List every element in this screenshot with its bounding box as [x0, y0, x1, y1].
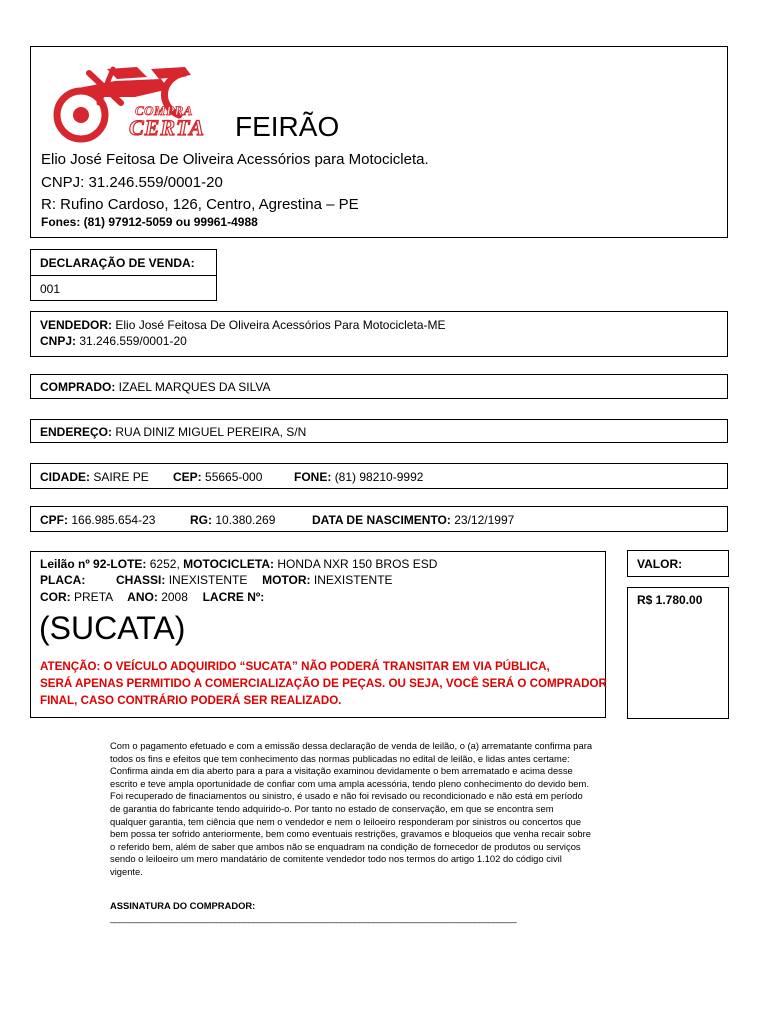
buyer-line — [40, 379, 271, 395]
valor-label-box — [627, 550, 729, 577]
warning-line-3: FINAL, CASO CONTRÁRIO PODERÁ SER REALIZADO. — [40, 694, 342, 707]
terms-line: o referido bem, além de saber que ambos não se enquadram na condição de fornecedor de produtos ou serviços — [110, 840, 581, 852]
cpf-field — [40, 512, 155, 528]
rg-field — [190, 512, 275, 528]
cpf-label: CPF: — [40, 513, 68, 527]
city-value: SAIRE PE — [93, 470, 149, 484]
address-value: RUA DINIZ MIGUEL PEREIRA, S/N — [115, 425, 307, 439]
terms-line: Foi recuperado de finaciamentos ou sinistro, é usado e não foi revisado ou recondicionado e não está em período — [110, 790, 583, 802]
signature-label: ASSINATURA DO COMPRADOR: — [110, 900, 256, 911]
terms-line: sendo o leiloeiro um mero mandatário de comitente vendedor todo nos termos do artigo 1.102 do código civil — [110, 853, 562, 865]
cor-label: COR: — [40, 590, 71, 604]
cep-field — [173, 469, 262, 485]
valor-amount-box — [627, 587, 729, 719]
vendor-cnpj-label: CNPJ: — [40, 334, 77, 348]
terms-line: Confirma ainda em dia aberto para a para a visitação examinou devidamente o bem arrematado e acima desse — [110, 765, 573, 777]
buyer-label: COMPRADO: — [40, 380, 116, 394]
terms-line: todos os fins e efeitos que tem conhecimento das normas publicadas no edital de leilão, e lidas antes certame: — [110, 752, 570, 764]
lacre-label: LACRE Nº: — [202, 590, 265, 604]
signature-line[interactable]: ________________________________________________________________________________________ — [110, 912, 517, 923]
company-cnpj: CNPJ: 31.246.559/0001-20 — [41, 174, 223, 191]
terms-line: de garantia do fabricante tendo adquirido-o. Por tanto no estado de conservação, em que se encontra sem — [110, 802, 554, 814]
declaration-label-box — [30, 249, 217, 276]
sucata-heading: (SUCATA) — [39, 610, 186, 646]
cpf-value: 166.985.654-23 — [71, 513, 156, 527]
city-label: CIDADE: — [40, 470, 90, 484]
terms-line: escrito e teve ampla oportunidade de confiar com uma ampla acessória, tendo pleno conhecimento do devido bem. — [110, 777, 589, 789]
vendor-line — [40, 317, 445, 333]
motor-value: INEXISTENTE — [313, 573, 393, 587]
logo-text-top: COMPRA — [135, 103, 193, 118]
rg-label: RG: — [190, 513, 212, 527]
address-line — [40, 424, 306, 440]
cep-label: CEP: — [173, 470, 202, 484]
compra-certa-logo — [51, 63, 219, 145]
phone-label: FONE: — [294, 470, 332, 484]
terms-line: qualquer garantia, tem ciência que nem o vendedor e nem o leiloeiro responderam por sinistros ou concertos que — [110, 815, 582, 827]
rg-value: 10.380.269 — [215, 513, 276, 527]
buyer-box — [30, 374, 728, 399]
vehicle-line-1 — [40, 556, 437, 572]
vendor-box — [30, 311, 728, 357]
vendor-cnpj-line — [40, 333, 187, 349]
lot-label: Leilão nº 92-LOTE: — [40, 557, 147, 571]
warning-line-1: ATENÇÃO: O VEÍCULO ADQUIRIDO “SUCATA” NÃO PODERÁ TRANSITAR EM VIA PÚBLICA, — [40, 660, 550, 673]
terms-line: vigente. — [110, 865, 143, 877]
page-title: FEIRÃO — [235, 111, 340, 142]
lot-value: 6252, — [149, 557, 180, 571]
dob-label: DATA DE NASCIMENTO: — [312, 513, 451, 527]
company-address: R: Rufino Cardoso, 126, Centro, Agrestina – PE — [41, 196, 359, 213]
motorcycle-label: MOTOCICLETA: — [183, 557, 275, 571]
buyer-name: IZAEL MARQUES DA SILVA — [118, 380, 271, 394]
cep-value: 55665-000 — [205, 470, 263, 484]
dob-value: 23/12/1997 — [454, 513, 515, 527]
motor-label: MOTOR: — [262, 573, 311, 587]
chassi-value: INEXISTENTE — [168, 573, 248, 587]
id-box — [30, 506, 728, 532]
header-box — [30, 46, 728, 238]
declaration-number-box — [30, 275, 217, 301]
valor-amount: R$ 1.780.00 — [637, 593, 703, 607]
declaration-label: DECLARAÇÃO DE VENDA: — [40, 256, 195, 270]
vendor-name: Elio José Feitosa De Oliveira Acessórios Para Motocicleta-ME — [115, 318, 446, 332]
valor-label: VALOR: — [637, 557, 683, 571]
address-label: ENDEREÇO: — [40, 425, 113, 439]
vehicle-line-3 — [40, 589, 264, 605]
vendor-cnpj: 31.246.559/0001-20 — [79, 334, 187, 348]
terms-line: bem possa ter sofrido anteriormente, bem como eventuais restrições, gravamos e bloqueios que venha recair sobre — [110, 828, 591, 840]
placa-label: PLACA: — [40, 573, 86, 587]
company-phones: Fones: (81) 97912-5059 ou 99961-4988 — [41, 215, 258, 229]
city-box — [30, 463, 728, 489]
vehicle-box — [30, 551, 606, 718]
phone-field — [294, 469, 423, 485]
vendor-label: VENDEDOR: — [40, 318, 113, 332]
ano-label: ANO: — [127, 590, 158, 604]
declaration-number: 001 — [40, 282, 61, 296]
cor-value: PRETA — [74, 590, 113, 604]
dob-field — [312, 512, 514, 528]
vehicle-line-2 — [40, 572, 393, 588]
company-name: Elio José Feitosa De Oliveira Acessórios para Motocicleta. — [41, 151, 429, 168]
warning-line-2: SERÁ APENAS PERMITIDO A COMERCIALIZAÇÃO DE PEÇAS. OU SEJA, VOCÊ SERÁ O COMPRADOR — [40, 677, 607, 690]
address-box — [30, 419, 728, 443]
city-field — [40, 469, 149, 485]
phone-value: (81) 98210-9992 — [334, 470, 424, 484]
terms-line: Com o pagamento efetuado e com a emissão dessa declaração de venda de leilão, o (a) arrematante confirma para — [110, 740, 593, 751]
motorcycle-value: HONDA NXR 150 BROS ESD — [277, 557, 438, 571]
chassi-label: CHASSI: — [116, 573, 166, 587]
terms-paragraph — [110, 740, 658, 879]
ano-value: 2008 — [161, 590, 188, 604]
logo-text-bottom: CERTA — [129, 115, 205, 140]
